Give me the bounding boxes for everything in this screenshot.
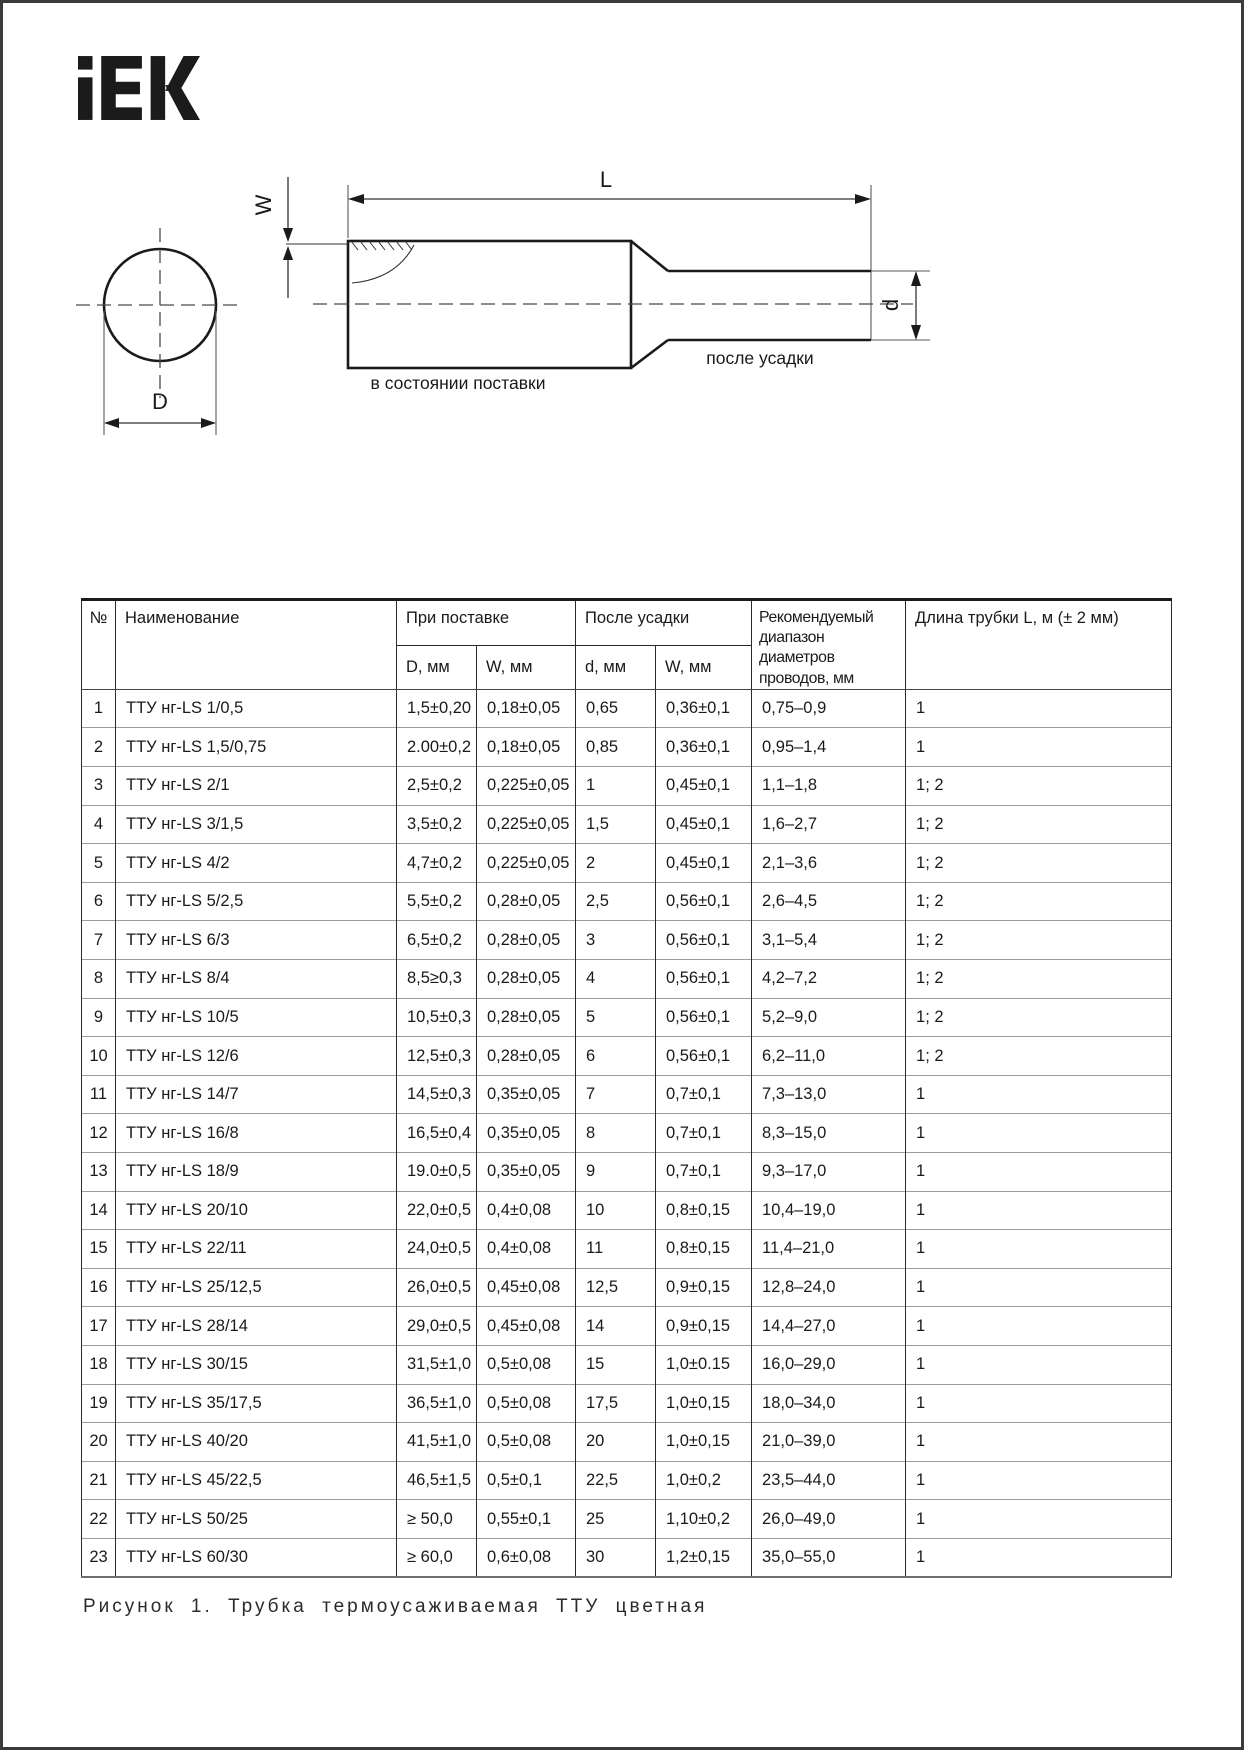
- table-row: [82, 689, 1172, 728]
- table-cell: 1,0±0,15: [656, 1423, 752, 1462]
- table-cell: 8,5≥0,3: [397, 960, 477, 999]
- label-delivery-state: в состоянии поставки: [370, 373, 546, 393]
- table-cell: 0,5±0,08: [477, 1345, 576, 1384]
- table-cell: 1: [906, 1268, 1172, 1307]
- table-cell: 6: [82, 882, 116, 921]
- table-cell: 14,5±0,3: [397, 1075, 477, 1114]
- table-cell: 0,56±0,1: [656, 1037, 752, 1076]
- table-cell: 1: [906, 1423, 1172, 1462]
- table-cell: 3,1–5,4: [752, 921, 906, 960]
- table-row: [82, 728, 1172, 767]
- table-cell: 0,7±0,1: [656, 1153, 752, 1192]
- table-cell: 0,56±0,1: [656, 921, 752, 960]
- table-cell: 7: [576, 1075, 656, 1114]
- table-cell: 16: [82, 1268, 116, 1307]
- dim-label-d: d: [878, 298, 903, 312]
- table-cell: ТТУ нг-LS 28/14: [116, 1307, 397, 1346]
- table-cell: 12,5: [576, 1268, 656, 1307]
- table-cell: 22,0±0,5: [397, 1191, 477, 1230]
- table-cell: 0,4±0,08: [477, 1191, 576, 1230]
- table-row: [82, 1307, 1172, 1346]
- table-row: [82, 1268, 1172, 1307]
- table-cell: 2: [576, 844, 656, 883]
- table-cell: ТТУ нг-LS 20/10: [116, 1191, 397, 1230]
- table-cell: 0,28±0,05: [477, 998, 576, 1037]
- col-header-name: Наименование: [116, 600, 397, 690]
- table-cell: 12,8–24,0: [752, 1268, 906, 1307]
- table-cell: 10,4–19,0: [752, 1191, 906, 1230]
- table-cell: 0,5±0,1: [477, 1461, 576, 1500]
- table-cell: 3: [576, 921, 656, 960]
- col-header-W-mm: W, мм: [477, 646, 576, 690]
- table-cell: 0,8±0,15: [656, 1191, 752, 1230]
- table-cell: 7,3–13,0: [752, 1075, 906, 1114]
- table-cell: 14: [82, 1191, 116, 1230]
- table-cell: 14: [576, 1307, 656, 1346]
- table-cell: 16,0–29,0: [752, 1345, 906, 1384]
- table-row: [82, 921, 1172, 960]
- table-cell: 21: [82, 1461, 116, 1500]
- table-cell: ТТУ нг-LS 3/1,5: [116, 805, 397, 844]
- table-cell: 2,1–3,6: [752, 844, 906, 883]
- table-cell: 0,9±0,15: [656, 1268, 752, 1307]
- table-cell: 6,2–11,0: [752, 1037, 906, 1076]
- table-cell: ТТУ нг-LS 8/4: [116, 960, 397, 999]
- table-cell: 1,2±0,15: [656, 1538, 752, 1577]
- table-cell: 23: [82, 1538, 116, 1577]
- col-header-delivery: При поставке: [397, 600, 576, 646]
- table-cell: 10: [82, 1037, 116, 1076]
- table-cell: 1: [906, 1307, 1172, 1346]
- table-cell: 46,5±1,5: [397, 1461, 477, 1500]
- table-cell: 2,6–4,5: [752, 882, 906, 921]
- dimension-diagram: [58, 143, 958, 473]
- dim-label-L: L: [599, 167, 613, 192]
- table-cell: 1,1–1,8: [752, 767, 906, 806]
- table-cell: 0,225±0,05: [477, 805, 576, 844]
- table-cell: 1; 2: [906, 844, 1172, 883]
- table-row: [82, 767, 1172, 806]
- table-cell: 2: [82, 728, 116, 767]
- table-cell: 0,45±0,08: [477, 1307, 576, 1346]
- table-row: [82, 1538, 1172, 1577]
- table-cell: 1: [576, 767, 656, 806]
- table-cell: 19: [82, 1384, 116, 1423]
- table-cell: ТТУ нг-LS 2/1: [116, 767, 397, 806]
- col-header-d-mm: d, мм: [576, 646, 656, 690]
- table-cell: 0,28±0,05: [477, 1037, 576, 1076]
- table-cell: 5,5±0,2: [397, 882, 477, 921]
- iek-logo-glyph: [78, 55, 200, 121]
- table-cell: 1: [906, 1153, 1172, 1192]
- table-cell: 26,0±0,5: [397, 1268, 477, 1307]
- table-cell: 15: [82, 1230, 116, 1269]
- table-cell: ТТУ нг-LS 40/20: [116, 1423, 397, 1462]
- table-cell: 5,2–9,0: [752, 998, 906, 1037]
- table-cell: 35,0–55,0: [752, 1538, 906, 1577]
- table-cell: 0,36±0,1: [656, 728, 752, 767]
- table-cell: 20: [82, 1423, 116, 1462]
- table-cell: 1,10±0,2: [656, 1500, 752, 1539]
- table-row: [82, 1345, 1172, 1384]
- table-cell: 0,5±0,08: [477, 1423, 576, 1462]
- table-cell: 23,5–44,0: [752, 1461, 906, 1500]
- table-cell: 0,65: [576, 689, 656, 728]
- table-cell: 2,5: [576, 882, 656, 921]
- table-cell: 9: [576, 1153, 656, 1192]
- table-cell: 10: [576, 1191, 656, 1230]
- table-cell: 1: [906, 1345, 1172, 1384]
- table-cell: 10,5±0,3: [397, 998, 477, 1037]
- table-cell: 6: [576, 1037, 656, 1076]
- table-cell: 0,6±0,08: [477, 1538, 576, 1577]
- table-cell: 0,8±0,15: [656, 1230, 752, 1269]
- table-cell: ТТУ нг-LS 10/5: [116, 998, 397, 1037]
- table-cell: 22: [82, 1500, 116, 1539]
- table-cell: 1; 2: [906, 960, 1172, 999]
- table-row: [82, 1037, 1172, 1076]
- table-cell: 0,28±0,05: [477, 921, 576, 960]
- table-cell: 5: [82, 844, 116, 883]
- table-cell: 0,35±0,05: [477, 1075, 576, 1114]
- table-cell: 25: [576, 1500, 656, 1539]
- table-cell: 0,7±0,1: [656, 1114, 752, 1153]
- table-cell: 1: [906, 1075, 1172, 1114]
- table-cell: 1,0±0.15: [656, 1345, 752, 1384]
- table-cell: ТТУ нг-LS 1,5/0,75: [116, 728, 397, 767]
- table-row: [82, 1153, 1172, 1192]
- table-row: [82, 1114, 1172, 1153]
- table-cell: 1; 2: [906, 921, 1172, 960]
- table-cell: 29,0±0,5: [397, 1307, 477, 1346]
- table-cell: ≥ 60,0: [397, 1538, 477, 1577]
- table-cell: 3: [82, 767, 116, 806]
- spec-table: [81, 598, 1172, 1578]
- table-cell: 1: [906, 1384, 1172, 1423]
- table-row: [82, 805, 1172, 844]
- table-cell: ТТУ нг-LS 35/17,5: [116, 1384, 397, 1423]
- label-after-shrink: после усадки: [706, 348, 814, 368]
- table-row: [82, 1500, 1172, 1539]
- table-cell: 8,3–15,0: [752, 1114, 906, 1153]
- col-header-D-mm: D, мм: [397, 646, 477, 690]
- table-cell: 14,4–27,0: [752, 1307, 906, 1346]
- table-cell: 4,2–7,2: [752, 960, 906, 999]
- table-cell: ТТУ нг-LS 12/6: [116, 1037, 397, 1076]
- table-cell: 0,45±0,1: [656, 844, 752, 883]
- table-cell: 11: [576, 1230, 656, 1269]
- table-cell: 0,35±0,05: [477, 1153, 576, 1192]
- table-cell: ТТУ нг-LS 4/2: [116, 844, 397, 883]
- table-cell: ТТУ нг-LS 5/2,5: [116, 882, 397, 921]
- table-row: [82, 1230, 1172, 1269]
- table-row: [82, 1461, 1172, 1500]
- table-cell: 8: [82, 960, 116, 999]
- table-cell: 21,0–39,0: [752, 1423, 906, 1462]
- table-cell: ТТУ нг-LS 22/11: [116, 1230, 397, 1269]
- table-cell: ТТУ нг-LS 16/8: [116, 1114, 397, 1153]
- table-cell: 0,5±0,08: [477, 1384, 576, 1423]
- col-header-diameter-range: Рекомендуемый диапазон диаметров проводов, мм: [752, 600, 906, 690]
- table-cell: 17: [82, 1307, 116, 1346]
- table-cell: 11: [82, 1075, 116, 1114]
- dim-label-W: W: [251, 194, 276, 216]
- table-cell: 1: [906, 1500, 1172, 1539]
- table-cell: 1; 2: [906, 767, 1172, 806]
- table-cell: 9,3–17,0: [752, 1153, 906, 1192]
- table-cell: 1: [906, 1230, 1172, 1269]
- table-row: [82, 882, 1172, 921]
- table-cell: 0,28±0,05: [477, 960, 576, 999]
- table-cell: ТТУ нг-LS 60/30: [116, 1538, 397, 1577]
- table-cell: 1,0±0,15: [656, 1384, 752, 1423]
- dim-label-D: D: [152, 389, 168, 414]
- table-cell: 0,56±0,1: [656, 882, 752, 921]
- table-cell: 8: [576, 1114, 656, 1153]
- table-cell: 0,35±0,05: [477, 1114, 576, 1153]
- table-cell: ТТУ нг-LS 6/3: [116, 921, 397, 960]
- table-cell: 18,0–34,0: [752, 1384, 906, 1423]
- table-cell: 1; 2: [906, 882, 1172, 921]
- table-cell: 3,5±0,2: [397, 805, 477, 844]
- table-cell: 36,5±1,0: [397, 1384, 477, 1423]
- table-cell: 12: [82, 1114, 116, 1153]
- col-header-W2-mm: W, мм: [656, 646, 752, 690]
- table-cell: 9: [82, 998, 116, 1037]
- table-cell: 1,0±0,2: [656, 1461, 752, 1500]
- table-cell: ТТУ нг-LS 50/25: [116, 1500, 397, 1539]
- table-cell: 0,18±0,05: [477, 728, 576, 767]
- table-cell: 13: [82, 1153, 116, 1192]
- col-header-length: Длина трубки L, м (± 2 мм): [906, 600, 1172, 690]
- table-cell: 1: [906, 1538, 1172, 1577]
- table-cell: 7: [82, 921, 116, 960]
- table-cell: 6,5±0,2: [397, 921, 477, 960]
- table-cell: ТТУ нг-LS 14/7: [116, 1075, 397, 1114]
- table-row: [82, 844, 1172, 883]
- table-cell: 1; 2: [906, 1037, 1172, 1076]
- table-cell: 31,5±1,0: [397, 1345, 477, 1384]
- table-cell: 1: [906, 1191, 1172, 1230]
- col-header-num: №: [82, 600, 116, 690]
- table-cell: 1: [906, 1461, 1172, 1500]
- table-cell: 24,0±0,5: [397, 1230, 477, 1269]
- table-cell: 22,5: [576, 1461, 656, 1500]
- table-cell: 26,0–49,0: [752, 1500, 906, 1539]
- table-cell: 0,28±0,05: [477, 882, 576, 921]
- table-cell: 2,5±0,2: [397, 767, 477, 806]
- table-cell: 4: [576, 960, 656, 999]
- table-cell: 1,5±0,20: [397, 689, 477, 728]
- table-cell: 0,225±0,05: [477, 844, 576, 883]
- table-cell: 18: [82, 1345, 116, 1384]
- table-cell: 1: [906, 728, 1172, 767]
- table-cell: 0,85: [576, 728, 656, 767]
- table-cell: 17,5: [576, 1384, 656, 1423]
- table-cell: 12,5±0,3: [397, 1037, 477, 1076]
- table-cell: 1: [906, 689, 1172, 728]
- table-cell: 41,5±1,0: [397, 1423, 477, 1462]
- table-cell: 0,36±0,1: [656, 689, 752, 728]
- table-cell: 4,7±0,2: [397, 844, 477, 883]
- table-cell: 1; 2: [906, 805, 1172, 844]
- iek-logo: [78, 55, 200, 121]
- col-header-after-shrink: После усадки: [576, 600, 752, 646]
- table-cell: 0,56±0,1: [656, 960, 752, 999]
- table-cell: 19.0±0,5: [397, 1153, 477, 1192]
- table-cell: 0,45±0,1: [656, 805, 752, 844]
- table-cell: 0,55±0,1: [477, 1500, 576, 1539]
- table-cell: 0,45±0,08: [477, 1268, 576, 1307]
- table-cell: 0,18±0,05: [477, 689, 576, 728]
- table-row: [82, 1384, 1172, 1423]
- table-cell: ТТУ нг-LS 18/9: [116, 1153, 397, 1192]
- table-cell: 0,45±0,1: [656, 767, 752, 806]
- table-cell: ТТУ нг-LS 1/0,5: [116, 689, 397, 728]
- table-cell: 1,6–2,7: [752, 805, 906, 844]
- table-cell: 0,9±0,15: [656, 1307, 752, 1346]
- table-cell: 16,5±0,4: [397, 1114, 477, 1153]
- table-row: [82, 1423, 1172, 1462]
- table-row: [82, 1191, 1172, 1230]
- table-row: [82, 1075, 1172, 1114]
- table-cell: 1,5: [576, 805, 656, 844]
- table-cell: 0,95–1,4: [752, 728, 906, 767]
- table-cell: 1; 2: [906, 998, 1172, 1037]
- wall-hatching: [351, 241, 412, 250]
- table-row: [82, 960, 1172, 999]
- table-cell: 4: [82, 805, 116, 844]
- table-cell: 0,4±0,08: [477, 1230, 576, 1269]
- table-cell: 30: [576, 1538, 656, 1577]
- table-cell: ТТУ нг-LS 30/15: [116, 1345, 397, 1384]
- table-cell: ≥ 50,0: [397, 1500, 477, 1539]
- spec-table-body: [82, 689, 1172, 1577]
- table-cell: 0,7±0,1: [656, 1075, 752, 1114]
- figure-caption: Рисунок 1. Трубка термоусаживаемая ТТУ цветная: [83, 1596, 708, 1617]
- table-cell: 0,75–0,9: [752, 689, 906, 728]
- table-cell: 1: [906, 1114, 1172, 1153]
- table-cell: 0,56±0,1: [656, 998, 752, 1037]
- table-cell: ТТУ нг-LS 25/12,5: [116, 1268, 397, 1307]
- table-cell: ТТУ нг-LS 45/22,5: [116, 1461, 397, 1500]
- table-cell: 1: [82, 689, 116, 728]
- table-cell: 5: [576, 998, 656, 1037]
- table-cell: 20: [576, 1423, 656, 1462]
- table-cell: 0,225±0,05: [477, 767, 576, 806]
- table-cell: 15: [576, 1345, 656, 1384]
- table-cell: 11,4–21,0: [752, 1230, 906, 1269]
- table-row: [82, 998, 1172, 1037]
- table-cell: 2.00±0,2: [397, 728, 477, 767]
